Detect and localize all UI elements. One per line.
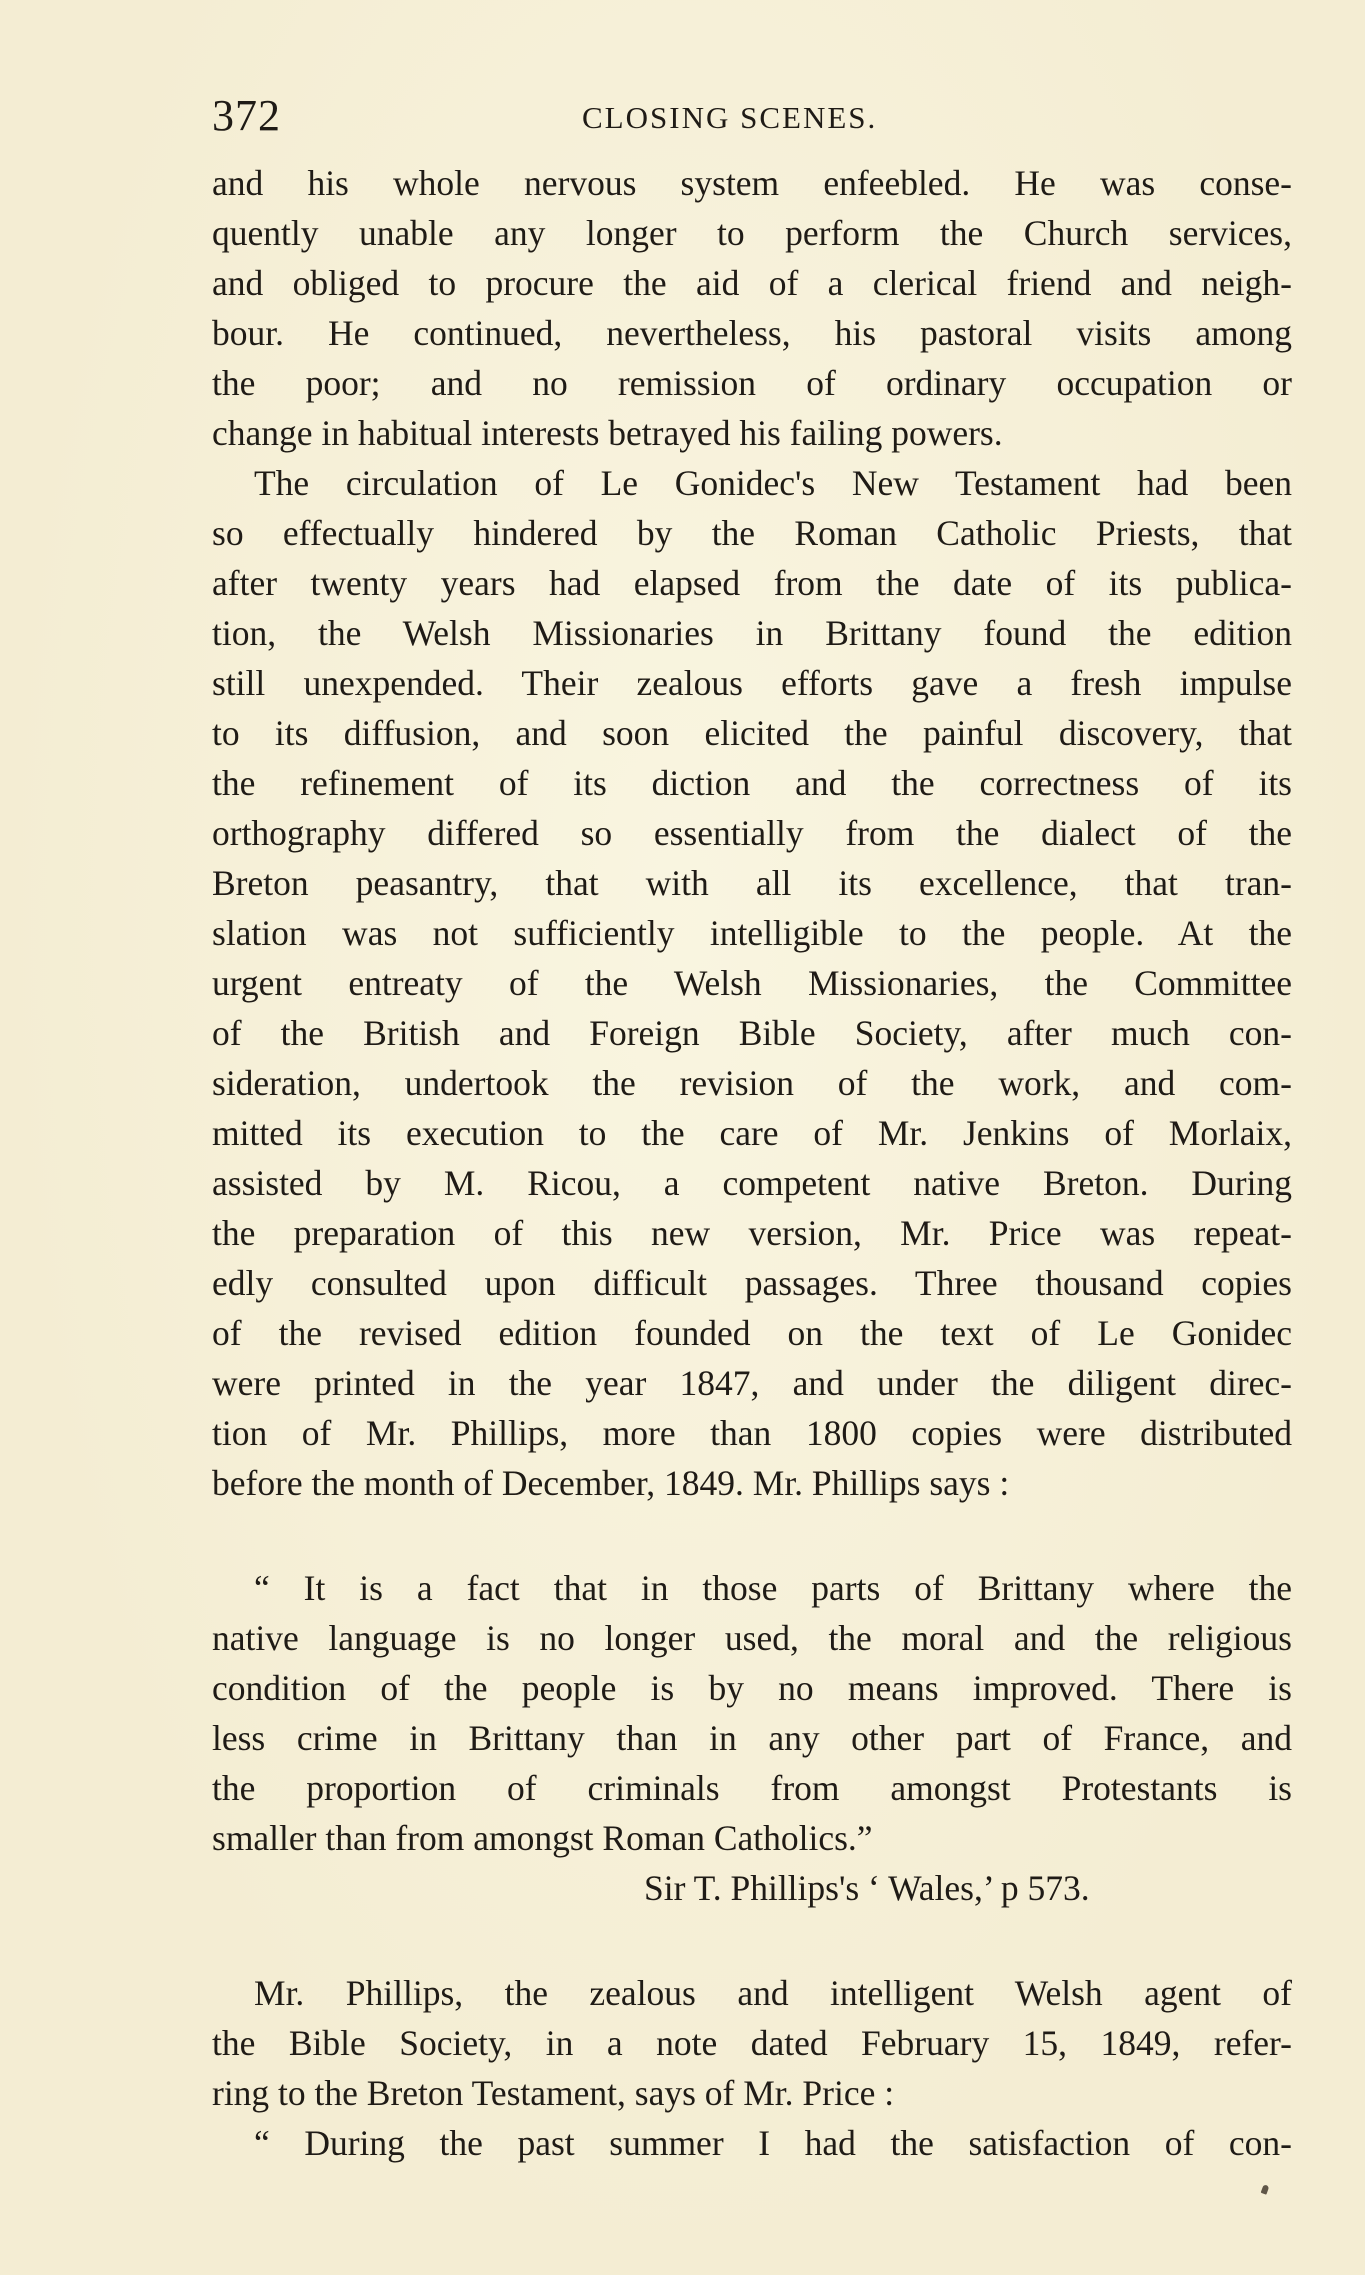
body-text <box>212 158 1292 2168</box>
ink-speck <box>1261 2184 1270 2195</box>
paragraph-2 <box>212 458 1292 1508</box>
page-number: 372 <box>212 91 281 140</box>
text-line: still unexpended. Their zealous efforts gave a fresh impulse <box>212 663 1292 703</box>
text-line: before the month of December, 1849. Mr. Phillips says : <box>212 1463 1010 1503</box>
text-line: urgent entreaty of the Welsh Missionaries, the Committee <box>212 963 1292 1003</box>
text-line: to its diffusion, and soon elicited the painful discovery, that <box>212 713 1292 753</box>
text-line: sideration, undertook the revision of the work, and com- <box>212 1063 1292 1103</box>
quote-line: the proportion of criminals from amongst Protestants is <box>212 1768 1292 1808</box>
text-line: tion of Mr. Phillips, more than 1800 copies were distributed <box>212 1413 1292 1453</box>
spacer <box>212 1508 1292 1563</box>
text-line: The circulation of Le Gonidec's New Testament had been <box>254 463 1292 503</box>
paragraph-3 <box>212 1968 1292 2168</box>
quote-line: condition of the people is by no means improved. There is <box>212 1668 1292 1708</box>
quote-line: smaller than from amongst Roman Catholics.” <box>212 1818 873 1858</box>
text-line: the poor; and no remission of ordinary occupation or <box>212 363 1292 403</box>
text-line: of the British and Foreign Bible Society, after much con- <box>212 1013 1292 1053</box>
text-line: edly consulted upon difficult passages. Three thousand copies <box>212 1263 1292 1303</box>
text-line: after twenty years had elapsed from the date of its publica- <box>212 563 1292 603</box>
text-line: assisted by M. Ricou, a competent native Breton. During <box>212 1163 1292 1203</box>
text-line: ring to the Breton Testament, says of Mr. Price : <box>212 2073 895 2113</box>
text-line: change in habitual interests betrayed his failing powers. <box>212 413 1003 453</box>
page-header <box>212 90 1292 150</box>
text-line: slation was not sufficiently intelligible to the people. At the <box>212 913 1292 953</box>
text-line: Breton peasantry, that with all its excellence, that tran- <box>212 863 1292 903</box>
text-line: and obliged to procure the aid of a clerical friend and neigh- <box>212 263 1292 303</box>
quote-line: less crime in Brittany than in any other part of France, and <box>212 1718 1292 1758</box>
text-line: the Bible Society, in a note dated February 15, 1849, refer- <box>212 2023 1292 2063</box>
quote-line: native language is no longer used, the moral and the religious <box>212 1618 1292 1658</box>
text-line: of the revised edition founded on the text of Le Gonidec <box>212 1313 1292 1353</box>
text-line: Mr. Phillips, the zealous and intelligent Welsh agent of <box>254 1973 1292 2013</box>
text-line: “ During the past summer I had the satisfaction of con- <box>254 2123 1292 2163</box>
text-line: mitted its execution to the care of Mr. Jenkins of Morlaix, <box>212 1113 1292 1153</box>
block-quote <box>212 1563 1292 1913</box>
text-line: so effectually hindered by the Roman Catholic Priests, that <box>212 513 1292 553</box>
text-line: were printed in the year 1847, and under the diligent direc- <box>212 1363 1292 1403</box>
text-line: the refinement of its diction and the correctness of its <box>212 763 1292 803</box>
text-line: the preparation of this new version, Mr. Price was repeat- <box>212 1213 1292 1253</box>
paragraph-1 <box>212 158 1292 458</box>
quote-citation: Sir T. Phillips's ‘ Wales,’ p 573. <box>644 1868 1090 1908</box>
quote-line: “ It is a fact that in those parts of Brittany where the <box>254 1568 1292 1608</box>
text-line: quently unable any longer to perform the Church services, <box>212 213 1292 253</box>
text-line: orthography differed so essentially from the dialect of the <box>212 813 1292 853</box>
text-line: tion, the Welsh Missionaries in Brittany found the edition <box>212 613 1292 653</box>
text-line: bour. He continued, nevertheless, his pastoral visits among <box>212 313 1292 353</box>
running-head: CLOSING SCENES. <box>582 100 878 135</box>
text-line: and his whole nervous system enfeebled. He was conse- <box>212 163 1292 203</box>
spacer <box>212 1913 1292 1968</box>
